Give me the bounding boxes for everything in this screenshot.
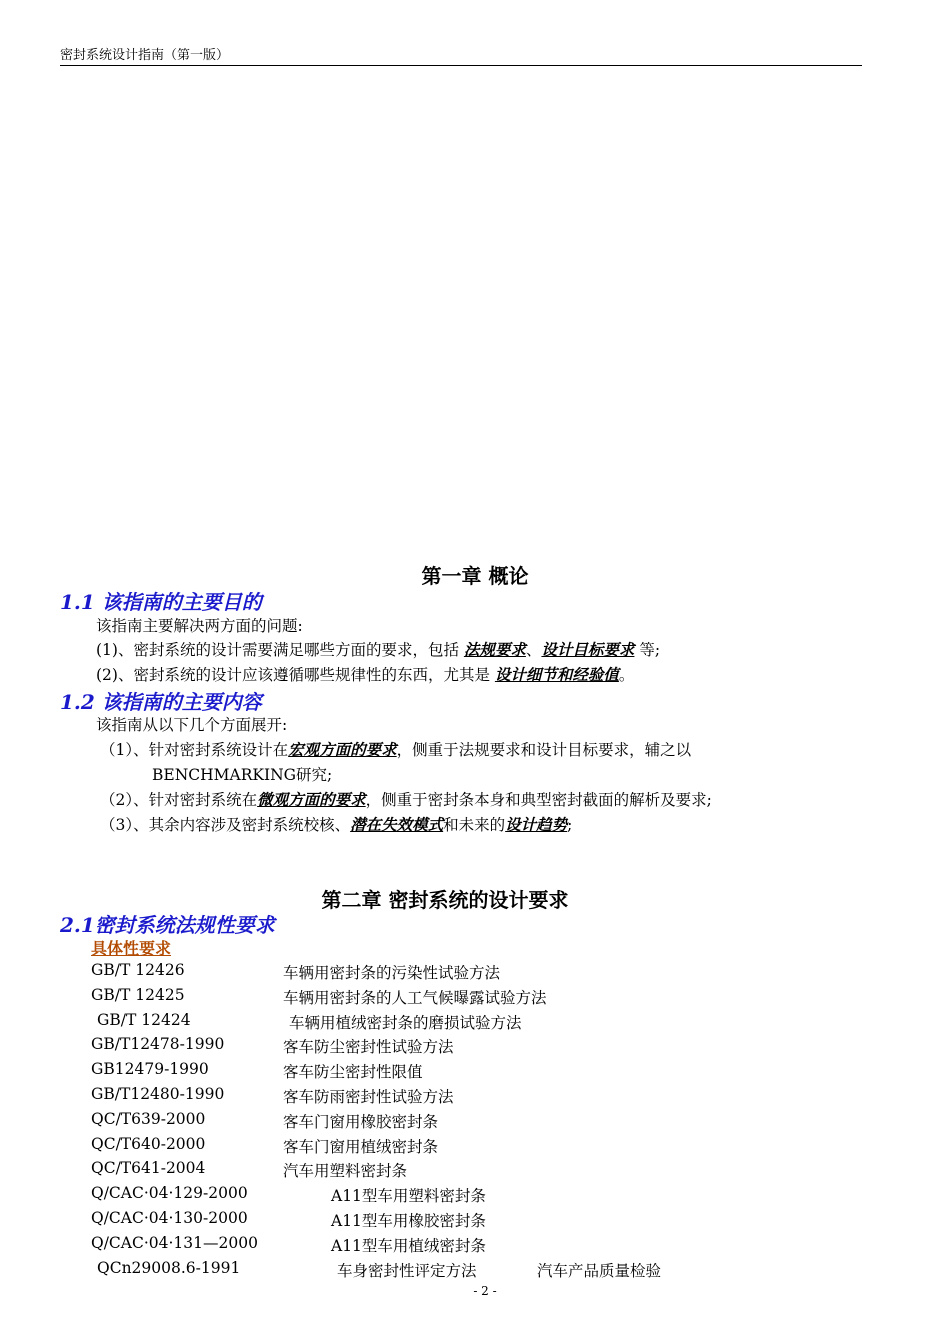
standard-code: GB/T 12425 <box>91 985 185 1004</box>
standard-code: QC/T640-2000 <box>91 1134 206 1153</box>
item-text: (1)、密封系统的设计需要满足哪些方面的要求，包括 <box>96 641 464 659</box>
section-2-1-title: 2.1密封系统法规性要求 <box>60 913 275 937</box>
key-phrase: 设计目标要求 <box>541 640 635 659</box>
item-text: （2）、针对密封系统在 <box>100 791 258 809</box>
standard-name: 车辆用密封条的污染性试验方法 <box>283 964 501 982</box>
standard-name: 客车防雨密封性试验方法 <box>283 1088 454 1106</box>
item-text: (2)、密封系统的设计应该遵循哪些规律性的东西，尤其是 <box>96 666 495 684</box>
section-1-1-intro: 该指南主要解决两方面的问题: <box>96 617 303 635</box>
key-phrase: 微观方面的要求 <box>257 790 366 809</box>
standard-code: Q/CAC·04·129-2000 <box>91 1184 248 1203</box>
section-1-2-item-1 <box>100 738 691 760</box>
running-header: 密封系统设计指南（第一版） <box>60 44 862 66</box>
standard-code: QCn29008.6-1991 <box>97 1258 241 1277</box>
section-1-2-item-1-continued: BENCHMARKING研究; <box>152 766 333 784</box>
standard-code: GB/T 12426 <box>91 961 185 979</box>
standard-code: GB/T12478-1990 <box>91 1035 225 1054</box>
standard-code: Q/CAC·04·130-2000 <box>91 1209 248 1227</box>
standard-code: QC/T639-2000 <box>91 1109 206 1128</box>
standard-name: 车辆用植绒密封条的磨损试验方法 <box>289 1013 522 1032</box>
subsection-heading: 具体性要求 <box>91 939 172 958</box>
key-phrase: 宏观方面的要求 <box>288 740 397 759</box>
key-phrase: 法规要求 <box>463 640 526 659</box>
section-1-2-item-2 <box>100 788 712 810</box>
item-text: 。 <box>618 666 635 684</box>
standard-name: 车辆用密封条的人工气候曝露试验方法 <box>283 988 547 1007</box>
section-1-1-item-1 <box>96 638 660 660</box>
item-text: （3）、其余内容涉及密封系统校核、 <box>100 816 351 834</box>
standard-code: QC/T641-2004 <box>91 1159 206 1178</box>
chapter-1-title: 第一章 概论 <box>421 564 529 588</box>
standard-name: 客车防尘密封性限值 <box>283 1063 423 1082</box>
item-text: ，侧重于密封条本身和典型密封截面的解析及要求; <box>365 791 712 809</box>
item-text: 等; <box>634 641 661 659</box>
standard-name: 客车门窗用橡胶密封条 <box>283 1112 439 1131</box>
standard-name: A11型车用塑料密封条 <box>331 1187 486 1206</box>
section-1-2-item-3 <box>100 813 572 835</box>
standard-name: A11型车用橡胶密封条 <box>331 1212 486 1230</box>
key-phrase: 潜在失效模式 <box>350 815 444 834</box>
standard-name: 汽车用塑料密封条 <box>283 1162 408 1181</box>
standard-name: A11型车用植绒密封条 <box>331 1236 486 1255</box>
standard-category: 汽车产品质量检验 <box>537 1261 662 1280</box>
page-number: - 2 - <box>473 1284 497 1298</box>
key-phrase: 设计趋势 <box>505 815 568 834</box>
standard-code: Q/CAC·04·131—2000 <box>91 1233 258 1252</box>
chapter-2-title: 第二章 密封系统的设计要求 <box>321 888 569 912</box>
section-1-1-item-2 <box>96 663 634 685</box>
item-text: 和未来的 <box>443 816 506 834</box>
standard-code: GB/T 12424 <box>97 1010 191 1029</box>
item-text: ; <box>567 816 573 834</box>
item-text: 、 <box>525 641 542 659</box>
item-text: （1）、针对密封系统设计在 <box>100 741 289 759</box>
standard-code: GB/T12480-1990 <box>91 1085 225 1103</box>
section-1-2-title: 1.2 该指南的主要内容 <box>60 690 262 714</box>
standard-name: 客车门窗用植绒密封条 <box>283 1137 439 1156</box>
standard-name: 车身密封性评定方法 <box>337 1261 477 1280</box>
standard-code: GB12479-1990 <box>91 1060 209 1079</box>
section-1-1-title: 1.1 该指南的主要目的 <box>60 590 262 614</box>
key-phrase: 设计细节和经验值 <box>494 665 619 684</box>
section-1-2-intro: 该指南从以下几个方面展开: <box>96 716 288 734</box>
standard-name: 客车防尘密封性试验方法 <box>283 1038 454 1057</box>
item-text: ，侧重于法规要求和设计目标要求，辅之以 <box>396 741 692 759</box>
